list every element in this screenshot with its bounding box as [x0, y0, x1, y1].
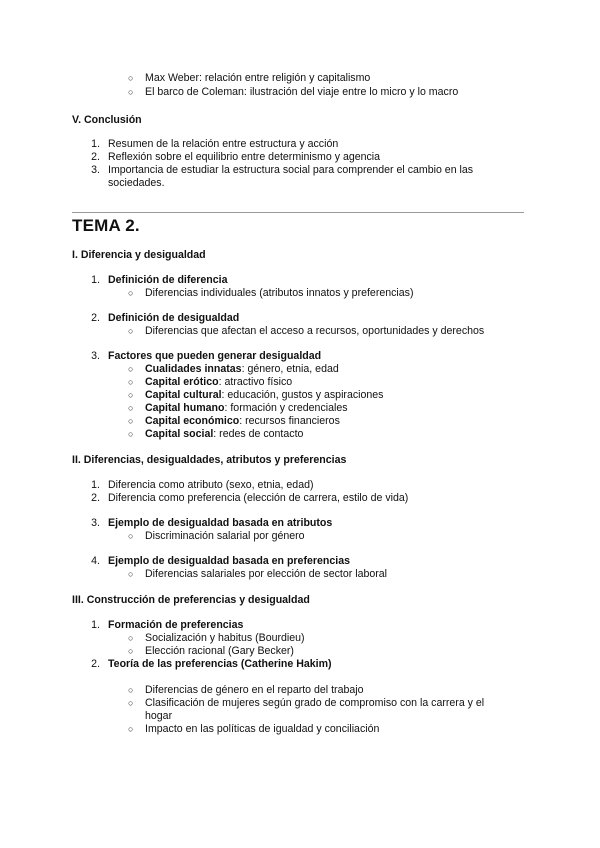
list-subitem: Diferencias que afectan el acceso a recursos, oportunidades y derechos [145, 325, 485, 337]
list-subitem: Cualidades innatas: género, etnia, edad [145, 363, 339, 375]
list-item: Diferencia como preferencia (elección de carrera, estilo de vida) [108, 492, 409, 504]
list-item-label: Factores que pueden generar desigualdad [108, 350, 322, 362]
list-item-continuation: sociedades. [108, 177, 165, 189]
list-number: 3. [91, 164, 100, 176]
bullet-icon: ○ [128, 288, 134, 298]
list-item: Diferencia como atributo (sexo, etnia, edad) [108, 479, 314, 491]
list-subitem: Clasificación de mujeres según grado de compromiso con la carrera y el [145, 697, 485, 709]
list-item: Max Weber: relación entre religión y capitalismo [145, 72, 371, 84]
section-heading-conclusion: V. Conclusión [72, 114, 142, 126]
list-subitem: Capital social: redes de contacto [145, 428, 304, 440]
section-heading-3: III. Construcción de preferencias y desigualdad [72, 594, 310, 606]
section-heading-2: II. Diferencias, desigualdades, atributos y preferencias [72, 454, 347, 466]
list-subitem: Elección racional (Gary Becker) [145, 645, 294, 657]
bullet-icon: ○ [128, 531, 134, 541]
list-number: 3. [91, 350, 100, 362]
list-item: Reflexión sobre el equilibrio entre determinismo y agencia [108, 151, 381, 163]
list-number: 3. [91, 517, 100, 529]
bullet-icon: ○ [128, 646, 134, 656]
bullet-icon: ○ [128, 685, 134, 695]
list-number: 2. [91, 312, 100, 324]
list-subitem: Capital erótico: atractivo físico [145, 376, 293, 388]
bullet-icon: ○ [128, 87, 134, 97]
list-item: Importancia de estudiar la estructura social para comprender el cambio en las [108, 164, 474, 176]
list-number: 2. [91, 658, 100, 670]
list-subitem-continuation: hogar [145, 710, 173, 722]
list-item: El barco de Coleman: ilustración del viaje entre lo micro y lo macro [145, 86, 459, 98]
list-item-label: Formación de preferencias [108, 619, 244, 631]
list-number: 1. [91, 619, 100, 631]
list-number: 2. [91, 492, 100, 504]
bullet-icon: ○ [128, 429, 134, 439]
list-subitem: Discriminación salarial por género [145, 530, 305, 542]
page-title: TEMA 2. [72, 216, 140, 235]
bullet-icon: ○ [128, 390, 134, 400]
list-item-label: Teoría de las preferencias (Catherine Hakim) [108, 658, 332, 670]
list-item: Resumen de la relación entre estructura y acción [108, 138, 339, 150]
list-item-label: Definición de desigualdad [108, 312, 240, 324]
list-subitem: Socialización y habitus (Bourdieu) [145, 632, 305, 644]
bullet-icon: ○ [128, 377, 134, 387]
bullet-icon: ○ [128, 403, 134, 413]
bullet-icon: ○ [128, 724, 134, 734]
list-subitem: Diferencias individuales (atributos innatos y preferencias) [145, 287, 414, 299]
bullet-icon: ○ [128, 569, 134, 579]
list-subitem: Capital económico: recursos financieros [145, 415, 340, 427]
list-number: 4. [91, 555, 100, 567]
section-heading-1: I. Diferencia y desigualdad [72, 249, 206, 261]
list-number: 1. [91, 138, 100, 150]
list-subitem: Impacto en las políticas de igualdad y conciliación [145, 723, 380, 735]
list-number: 2. [91, 151, 100, 163]
horizontal-divider [72, 212, 524, 213]
bullet-icon: ○ [128, 416, 134, 426]
list-number: 1. [91, 274, 100, 286]
list-number: 1. [91, 479, 100, 491]
list-subitem: Diferencias salariales por elección de sector laboral [145, 568, 388, 580]
bullet-icon: ○ [128, 326, 134, 336]
bullet-icon: ○ [128, 698, 134, 708]
list-item-label: Ejemplo de desigualdad basada en preferencias [108, 555, 350, 567]
bullet-icon: ○ [128, 633, 134, 643]
list-subitem: Capital humano: formación y credenciales [145, 402, 348, 414]
bullet-icon: ○ [128, 364, 134, 374]
list-item-label: Ejemplo de desigualdad basada en atributos [108, 517, 333, 529]
bullet-icon: ○ [128, 73, 134, 83]
list-item-label: Definición de diferencia [108, 274, 228, 286]
list-subitem: Diferencias de género en el reparto del trabajo [145, 684, 364, 696]
list-subitem: Capital cultural: educación, gustos y aspiraciones [145, 389, 384, 401]
